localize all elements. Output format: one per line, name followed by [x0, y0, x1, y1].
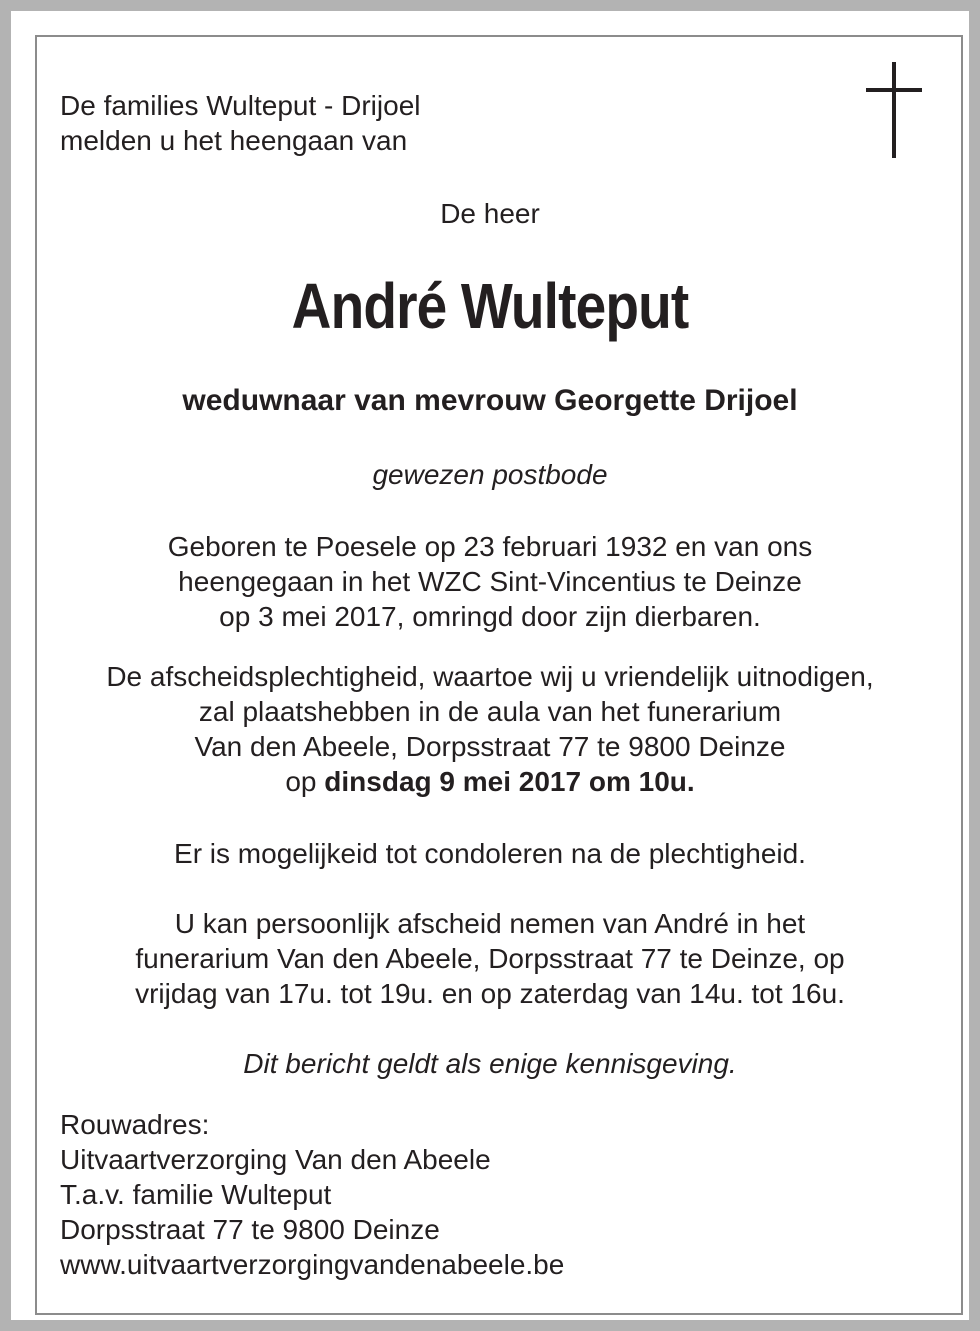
website-link[interactable]: www.uitvaartverzorgingvandenabeele.be	[60, 1249, 565, 1280]
notice-line: Dit bericht geldt als enige kennisgeving.	[243, 1048, 737, 1079]
widower-line: weduwnaar van mevrouw Georgette Drijoel	[182, 384, 798, 417]
farewell-line-2: funerarium Van den Abeele, Dorpsstraat 77 te Deinze, op	[135, 943, 845, 974]
ceremony-line-3: Van den Abeele, Dorpsstraat 77 te 9800 Deinze	[194, 731, 786, 762]
occupation: gewezen postbode	[372, 459, 608, 490]
birth-line-3: op 3 mei 2017, omringd door zijn dierbaren.	[219, 601, 761, 632]
cross-icon	[866, 62, 922, 158]
ceremony-line-2: zal plaatshebben in de aula van het funerarium	[198, 696, 782, 727]
birth-line-2: heengegaan in het WZC Sint-Vincentius te Deinze	[178, 566, 802, 597]
ceremony-line-1: De afscheidsplechtigheid, waartoe wij u vriendelijk uitnodigen,	[106, 661, 874, 692]
ceremony-date-prefix: op	[285, 766, 325, 797]
address-line-3: Dorpsstraat 77 te 9800 Deinze	[60, 1214, 440, 1245]
address-label: Rouwadres:	[60, 1109, 210, 1140]
condolence-line: Er is mogelijkeid tot condoleren na de plechtigheid.	[174, 838, 806, 869]
intro-line-2: melden u het heengaan van	[60, 125, 408, 156]
intro-line-1: De families Wulteput - Drijoel	[60, 90, 421, 121]
ceremony-date: dinsdag 9 mei 2017 om 10u.	[324, 766, 695, 797]
farewell-line-1: U kan persoonlijk afscheid nemen van André in het	[174, 908, 806, 939]
farewell-line-3: vrijdag van 17u. tot 19u. en op zaterdag van 14u. tot 16u.	[135, 978, 845, 1009]
ceremony-line-4	[0, 765, 980, 799]
honorific: De heer	[440, 198, 540, 229]
address-line-2: T.a.v. familie Wulteput	[60, 1179, 332, 1210]
deceased-name: André Wulteput	[291, 270, 689, 342]
address-line-1: Uitvaartverzorging Van den Abeele	[60, 1144, 491, 1175]
birth-line-1: Geboren te Poesele op 23 februari 1932 en van ons	[167, 531, 813, 562]
